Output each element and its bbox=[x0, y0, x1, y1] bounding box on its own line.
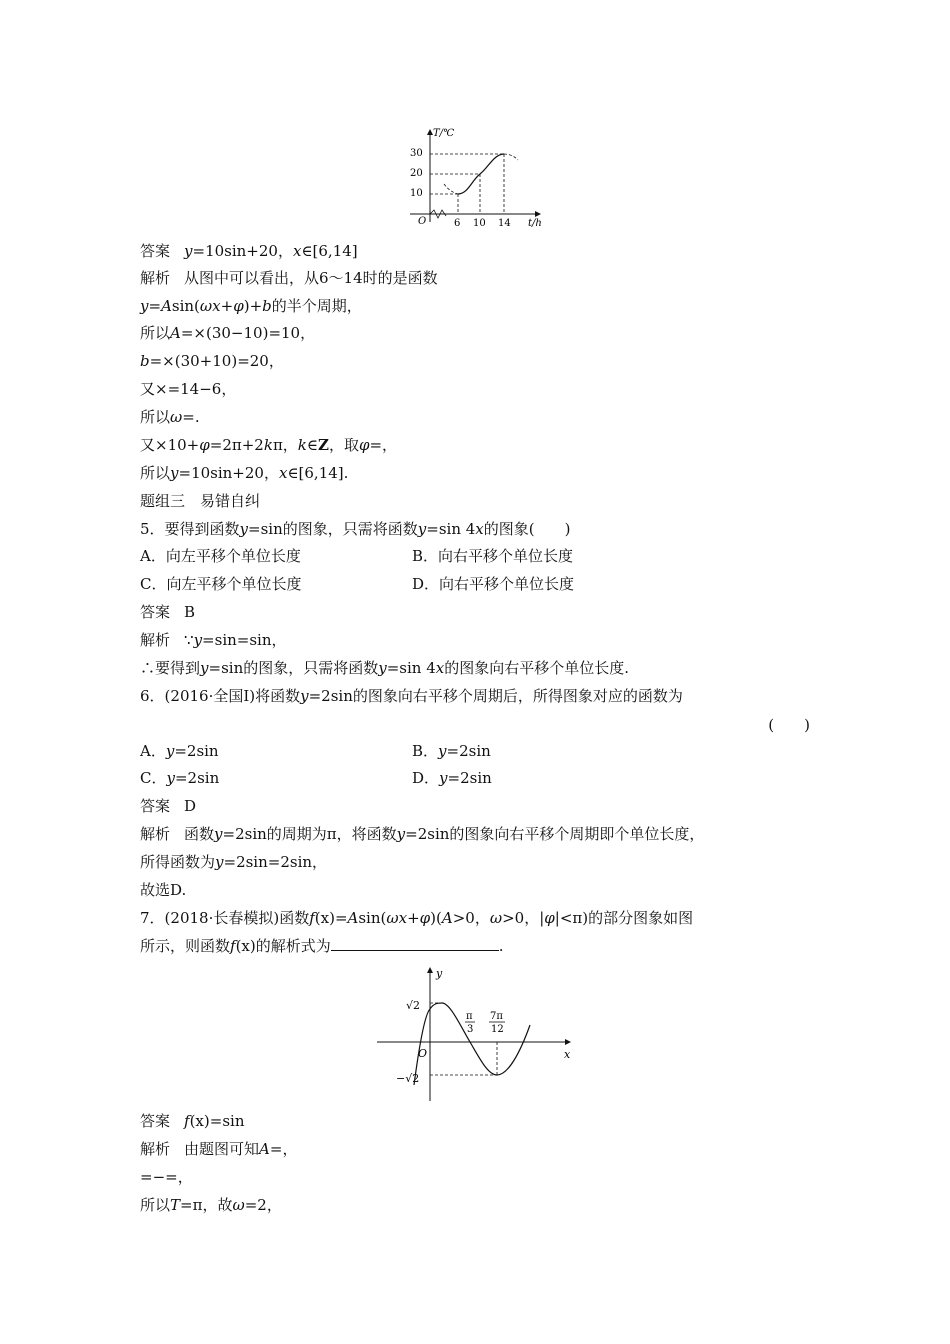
var-y: y bbox=[239, 520, 249, 538]
var-omega: ω bbox=[489, 909, 503, 927]
text: =. bbox=[182, 408, 200, 426]
text: 又×10+ bbox=[140, 436, 200, 454]
var-x: x bbox=[292, 242, 302, 260]
text: = bbox=[148, 297, 162, 315]
q5-options-ab bbox=[140, 546, 573, 566]
var-k: k bbox=[297, 436, 307, 454]
q4-analysis-6 bbox=[140, 407, 200, 427]
q4-analysis-4 bbox=[140, 351, 284, 371]
var-A: A bbox=[259, 1140, 270, 1158]
tick-pi-3-den: 3 bbox=[467, 1024, 474, 1035]
min-label: −√2 bbox=[396, 1072, 420, 1085]
text: 所以 bbox=[140, 408, 171, 426]
text: =×(30+10)=20， bbox=[149, 352, 284, 370]
var-y: y bbox=[166, 769, 175, 787]
q6-options-cd bbox=[140, 768, 492, 788]
q6-paren: ( ) bbox=[768, 716, 810, 734]
var-x: x bbox=[435, 659, 445, 677]
text: 的解析式为 bbox=[255, 937, 331, 955]
text: 所以 bbox=[140, 1196, 171, 1214]
x-tick-14: 14 bbox=[498, 218, 511, 229]
q4-analysis-1 bbox=[140, 268, 438, 288]
x-axis-label: x bbox=[564, 1048, 571, 1061]
q4-analysis-7 bbox=[140, 435, 397, 455]
text: ∈ bbox=[306, 436, 318, 454]
x-axis-label: t/h bbox=[528, 218, 542, 229]
text: =2π+2 bbox=[209, 436, 264, 454]
q7-stem-1 bbox=[140, 908, 693, 928]
text: ，取 bbox=[328, 436, 359, 454]
var-y: y bbox=[170, 464, 179, 482]
text: =sin=sin， bbox=[202, 631, 287, 649]
analysis-text: 从图中可以看出，从6～14时的是函数 bbox=[184, 269, 438, 287]
var-phi: φ bbox=[544, 909, 555, 927]
q7-answer bbox=[140, 1111, 244, 1131]
q6-analysis-1 bbox=[140, 824, 704, 844]
q5-options-cd bbox=[140, 574, 574, 594]
text: |<π)的部分图象如图 bbox=[554, 909, 694, 927]
option-d-expr: =2sin bbox=[447, 769, 492, 787]
analysis-label: 解析 bbox=[140, 269, 171, 287]
text: sin( bbox=[358, 909, 387, 927]
y-tick-30: 30 bbox=[410, 148, 423, 159]
text: =sin的图象，只需将函数 bbox=[248, 520, 418, 538]
text: ∵ bbox=[184, 631, 194, 649]
var-y: y bbox=[378, 659, 387, 677]
q6-stem bbox=[140, 686, 683, 706]
var-f: f bbox=[230, 937, 236, 955]
y-tick-10: 10 bbox=[410, 188, 423, 199]
text: 又×=14−6， bbox=[140, 380, 237, 398]
answer-label: 答案 bbox=[140, 797, 171, 815]
text: =， bbox=[369, 436, 398, 454]
analysis-label: 解析 bbox=[140, 825, 171, 843]
option-d: D．向右平移个单位长度 bbox=[412, 575, 575, 593]
text: 所示，则函数 bbox=[140, 937, 231, 955]
q4-analysis-3 bbox=[140, 323, 315, 343]
q5-stem bbox=[140, 519, 570, 539]
y-axis-label: y bbox=[436, 967, 443, 980]
q6-answer bbox=[140, 796, 196, 816]
q7-analysis-1 bbox=[140, 1139, 297, 1159]
text: + bbox=[220, 297, 234, 315]
dashed-guides bbox=[430, 1003, 497, 1075]
text: =−=， bbox=[140, 1168, 193, 1186]
dashed-guides bbox=[430, 154, 504, 214]
text: >0，| bbox=[502, 909, 545, 927]
text: =×(30−10)=10， bbox=[180, 324, 316, 342]
var-y: y bbox=[300, 687, 309, 705]
text: =sin的图象，只需将函数 bbox=[208, 659, 379, 677]
q7-analysis-3 bbox=[140, 1195, 282, 1215]
section-title: 题组三 易错自纠 bbox=[140, 492, 261, 510]
var-x: x bbox=[475, 520, 484, 538]
x-tick-10: 10 bbox=[473, 218, 486, 229]
q7-analysis-2 bbox=[140, 1167, 193, 1187]
text: 所以 bbox=[140, 464, 171, 482]
option-a: A．向左平移个单位长度 bbox=[140, 547, 301, 565]
max-label: √2 bbox=[406, 999, 421, 1012]
text: 6．(2016·全国Ⅰ)将函数 bbox=[140, 687, 301, 705]
text: 的图象向右平移个单位长度. bbox=[444, 659, 630, 677]
var-b: b bbox=[262, 297, 272, 315]
q7-stem-2 bbox=[140, 936, 504, 956]
curve-solid bbox=[458, 154, 504, 194]
text: )+ bbox=[243, 297, 263, 315]
var-A: A bbox=[161, 297, 172, 315]
text: 函数 bbox=[184, 825, 215, 843]
var-x: x bbox=[278, 464, 288, 482]
var-y: y bbox=[200, 659, 209, 677]
answer-label: 答案 bbox=[140, 1112, 171, 1130]
text: + bbox=[407, 909, 420, 927]
var-A: A bbox=[170, 324, 181, 342]
analysis-label: 解析 bbox=[140, 1140, 171, 1158]
option-b-expr: =2sin bbox=[446, 742, 491, 760]
tick-7pi-12-num: 7π bbox=[490, 1011, 503, 1022]
q6-analysis-2 bbox=[140, 852, 327, 872]
q4-analysis-8 bbox=[140, 463, 348, 483]
text: 5．要得到函数 bbox=[140, 520, 240, 538]
text: =2sin的周期为π，将函数 bbox=[222, 825, 397, 843]
text: >0， bbox=[452, 909, 490, 927]
text: (x) bbox=[235, 937, 256, 955]
var-y: y bbox=[417, 520, 427, 538]
var-omega-x: ωx bbox=[199, 297, 221, 315]
origin-label: O bbox=[418, 216, 427, 227]
q4-analysis-5 bbox=[140, 379, 236, 399]
group3-title bbox=[140, 491, 260, 511]
var-k: k bbox=[263, 436, 273, 454]
text: ∴要得到 bbox=[140, 659, 201, 677]
text: =， bbox=[269, 1140, 298, 1158]
set-Z: Z bbox=[318, 436, 329, 454]
var-phi: φ bbox=[199, 436, 210, 454]
tick-7pi-12-den: 12 bbox=[491, 1024, 504, 1035]
option-a-label: A． bbox=[140, 742, 166, 760]
option-c-expr: =2sin bbox=[174, 769, 220, 787]
option-b: B．向右平移个单位长度 bbox=[412, 547, 574, 565]
q6-options-ab bbox=[140, 741, 491, 761]
text: 所以 bbox=[140, 324, 171, 342]
var-y: y bbox=[439, 769, 448, 787]
var-y: y bbox=[396, 825, 406, 843]
text: 所得函数为 bbox=[140, 853, 216, 871]
text: π， bbox=[272, 436, 298, 454]
text: 故选D. bbox=[140, 881, 187, 899]
var-y: y bbox=[165, 742, 175, 760]
temperature-graph bbox=[400, 124, 550, 232]
y-axis-label: T/℃ bbox=[433, 128, 455, 139]
curve-dashed-left bbox=[444, 184, 458, 194]
var-y: y bbox=[140, 297, 149, 315]
var-omega: ω bbox=[232, 1196, 245, 1214]
text: )( bbox=[430, 909, 442, 927]
q4-analysis-2 bbox=[140, 296, 362, 316]
text: =sin 4 bbox=[426, 520, 476, 538]
var-A: A bbox=[441, 909, 453, 927]
text: = bbox=[334, 909, 348, 927]
option-b-label: B． bbox=[412, 742, 439, 760]
curve-dashed-right bbox=[504, 154, 518, 160]
answer-expr: =10sin+20， bbox=[192, 242, 293, 260]
text: 由题图可知 bbox=[184, 1140, 260, 1158]
q4-answer bbox=[140, 241, 358, 261]
option-d-label: D． bbox=[412, 769, 440, 787]
text: =sin bbox=[209, 1112, 245, 1130]
var-phi: φ bbox=[233, 297, 244, 315]
q5-analysis-1 bbox=[140, 630, 287, 650]
option-c-label: C． bbox=[140, 769, 167, 787]
x-tick-6: 6 bbox=[454, 218, 461, 229]
answer-value: D bbox=[184, 797, 197, 815]
option-c: C．向左平移个单位长度 bbox=[140, 575, 302, 593]
text: =10sin+20， bbox=[178, 464, 279, 482]
analysis-label: 解析 bbox=[140, 631, 171, 649]
text: ∈[6,14]. bbox=[287, 464, 349, 482]
y-tick-20: 20 bbox=[410, 168, 423, 179]
var-b: b bbox=[140, 352, 150, 370]
tick-pi-3-num: π bbox=[466, 1011, 473, 1022]
text: 的图象( ) bbox=[483, 520, 571, 538]
var-f: f bbox=[309, 909, 315, 927]
q6-analysis-3 bbox=[140, 880, 186, 900]
answer-domain: ∈[6,14] bbox=[301, 242, 358, 260]
answer-blank[interactable] bbox=[331, 936, 499, 951]
text: =2， bbox=[244, 1196, 282, 1214]
var-y: y bbox=[184, 242, 193, 260]
var-y: y bbox=[193, 631, 203, 649]
answer-label: 答案 bbox=[140, 242, 171, 260]
text: . bbox=[498, 937, 504, 955]
answer-label: 答案 bbox=[140, 603, 171, 621]
sine-graph bbox=[372, 965, 582, 1105]
text: sin( bbox=[171, 297, 200, 315]
var-phi: φ bbox=[419, 909, 431, 927]
text: =sin 4 bbox=[386, 659, 436, 677]
var-y: y bbox=[438, 742, 447, 760]
var-phi: φ bbox=[358, 436, 370, 454]
var-T: T bbox=[170, 1196, 181, 1214]
text: 的半个周期， bbox=[271, 297, 362, 315]
origin-label: O bbox=[418, 1047, 428, 1060]
var-y: y bbox=[215, 853, 224, 871]
text: =2sin=2sin， bbox=[223, 853, 328, 871]
q5-answer bbox=[140, 602, 195, 622]
text: 7．(2018·长春模拟)函数 bbox=[140, 909, 310, 927]
var-omega: ω bbox=[170, 408, 183, 426]
text: (x) bbox=[314, 909, 335, 927]
text: =2sin的图象向右平移个周期后，所得图象对应的函数为 bbox=[308, 687, 683, 705]
var-f: f bbox=[184, 1112, 190, 1130]
text: =π，故 bbox=[180, 1196, 233, 1214]
var-A: A bbox=[347, 909, 359, 927]
answer-value: B bbox=[184, 603, 196, 621]
option-a-expr: =2sin bbox=[174, 742, 219, 760]
text: =2sin的图象向右平移个周期即个单位长度， bbox=[405, 825, 705, 843]
text: (x) bbox=[189, 1112, 210, 1130]
var-y: y bbox=[214, 825, 223, 843]
var-omega-x: ωx bbox=[386, 909, 408, 927]
q5-analysis-2 bbox=[140, 658, 629, 678]
